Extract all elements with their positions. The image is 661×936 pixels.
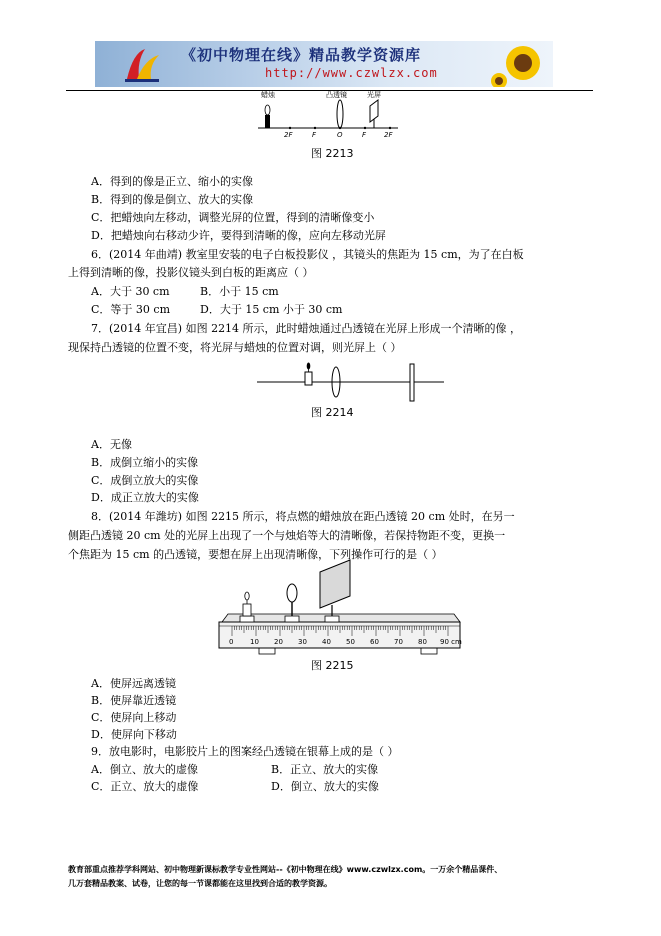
fig2215-caption: 图 2215	[311, 659, 354, 672]
q9-option-d: D．倒立、放大的实像	[271, 780, 379, 793]
q8-option-c: C．使屏向上移动	[91, 711, 177, 724]
q9-option-c: C．正立、放大的虚像	[91, 780, 199, 793]
q8-option-d: D．使屏向下移动	[91, 728, 177, 741]
q8-option-a: A．使屏远离透镜	[91, 677, 176, 690]
ruler-label: 20	[274, 638, 283, 646]
fig2213-label-lens: 凸透镜	[326, 91, 347, 99]
ruler-label: 60	[370, 638, 379, 646]
q5-option-b: B．得到的像是倒立、放大的实像	[91, 193, 254, 206]
fig2213-label-screen: 光屏	[367, 91, 381, 99]
q6-option-c: C．等于 30 cm	[91, 303, 170, 316]
ruler-label: 70	[394, 638, 403, 646]
q8-stem-line2: 侧距凸透镜 20 cm 处的光屏上出现了一个与烛焰等大的清晰像，若保持物距不变，更换一	[68, 529, 506, 542]
q7-option-d: D．成正立放大的实像	[91, 491, 199, 504]
q5-option-d: D．把蜡烛向右移动少许，要得到清晰的像，应向左移动光屏	[91, 229, 386, 242]
q6-option-b: B．小于 15 cm	[200, 285, 279, 298]
q9-stem: 9．放电影时，电影胶片上的图案经凸透镜在银幕上成的是（ ）	[91, 745, 399, 758]
footer-line2: 几万套精品教案、试卷，让您的每一节课都能在这里找到合适的教学资源。	[68, 879, 332, 888]
fig2213-mark-f-right: F	[362, 131, 367, 139]
ruler-label: 80	[418, 638, 427, 646]
q9-option-b: B．正立、放大的实像	[271, 763, 379, 776]
ruler-label: 40	[322, 638, 331, 646]
ruler-label: 90 cm	[440, 638, 462, 646]
fig2214-caption: 图 2214	[311, 406, 354, 419]
q5-option-a: A．得到的像是正立、缩小的实像	[91, 175, 253, 188]
fig2213-mark-2f-right: 2F	[384, 131, 393, 139]
ruler-label: 10	[250, 638, 259, 646]
q6-stem-line2: 上得到清晰的像，投影仪镜头到白板的距离应（ ）	[68, 266, 314, 279]
banner-title: 《初中物理在线》精品教学资源库	[181, 46, 422, 64]
fig2213-mark-f-left: F	[312, 131, 317, 139]
footer-line1: 教育部重点推荐学科网站、初中物理新课标教学专业性网站--《初中物理在线》www.czwlzx.com。一万余个精品课件、	[68, 865, 503, 874]
q8-stem-line1: 8．(2014 年潍坊) 如图 2215 所示，将点燃的蜡烛放在距凸透镜 20 cm 处时，在另一	[91, 510, 515, 523]
q6-stem-line1: 6．(2014 年曲靖) 教室里安装的电子白板投影仪 ，其镜头的焦距为 15 cm，为了在白板	[91, 248, 524, 261]
ruler-label: 0	[229, 638, 234, 646]
fig2213-drawing	[0, 0, 661, 140]
fig2213-label-candle: 蜡烛	[261, 91, 275, 99]
q7-stem-line2: 现保持凸透镜的位置不变，将光屏与蜡烛的位置对调，则光屏上（ ）	[68, 341, 402, 354]
q7-option-b: B．成倒立缩小的实像	[91, 456, 199, 469]
fig2213-mark-2f-left: 2F	[284, 131, 293, 139]
q9-option-a: A．倒立、放大的虚像	[91, 763, 198, 776]
q7-option-c: C．成倒立放大的实像	[91, 474, 199, 487]
q5-option-c: C．把蜡烛向左移动，调整光屏的位置，得到的清晰像变小	[91, 211, 375, 224]
q8-stem-line3: 个焦距为 15 cm 的凸透镜，要想在屏上出现清晰像，下列操作可行的是（ ）	[68, 548, 443, 561]
q8-option-b: B．使屏靠近透镜	[91, 694, 177, 707]
ruler-label: 50	[346, 638, 355, 646]
q7-stem-line1: 7．(2014 年宜昌) 如图 2214 所示，此时蜡烛通过凸透镜在光屏上形成一个清晰的像 ，	[91, 322, 522, 335]
q6-option-a: A．大于 30 cm	[91, 285, 170, 298]
fig2213-caption: 图 2213	[311, 147, 354, 160]
banner-url: http://www.czwlzx.com	[265, 66, 438, 80]
q7-option-a: A．无像	[91, 438, 132, 451]
ruler-label: 30	[298, 638, 307, 646]
q6-option-d: D．大于 15 cm 小于 30 cm	[200, 303, 343, 316]
fig2213-mark-o: O	[337, 131, 343, 139]
